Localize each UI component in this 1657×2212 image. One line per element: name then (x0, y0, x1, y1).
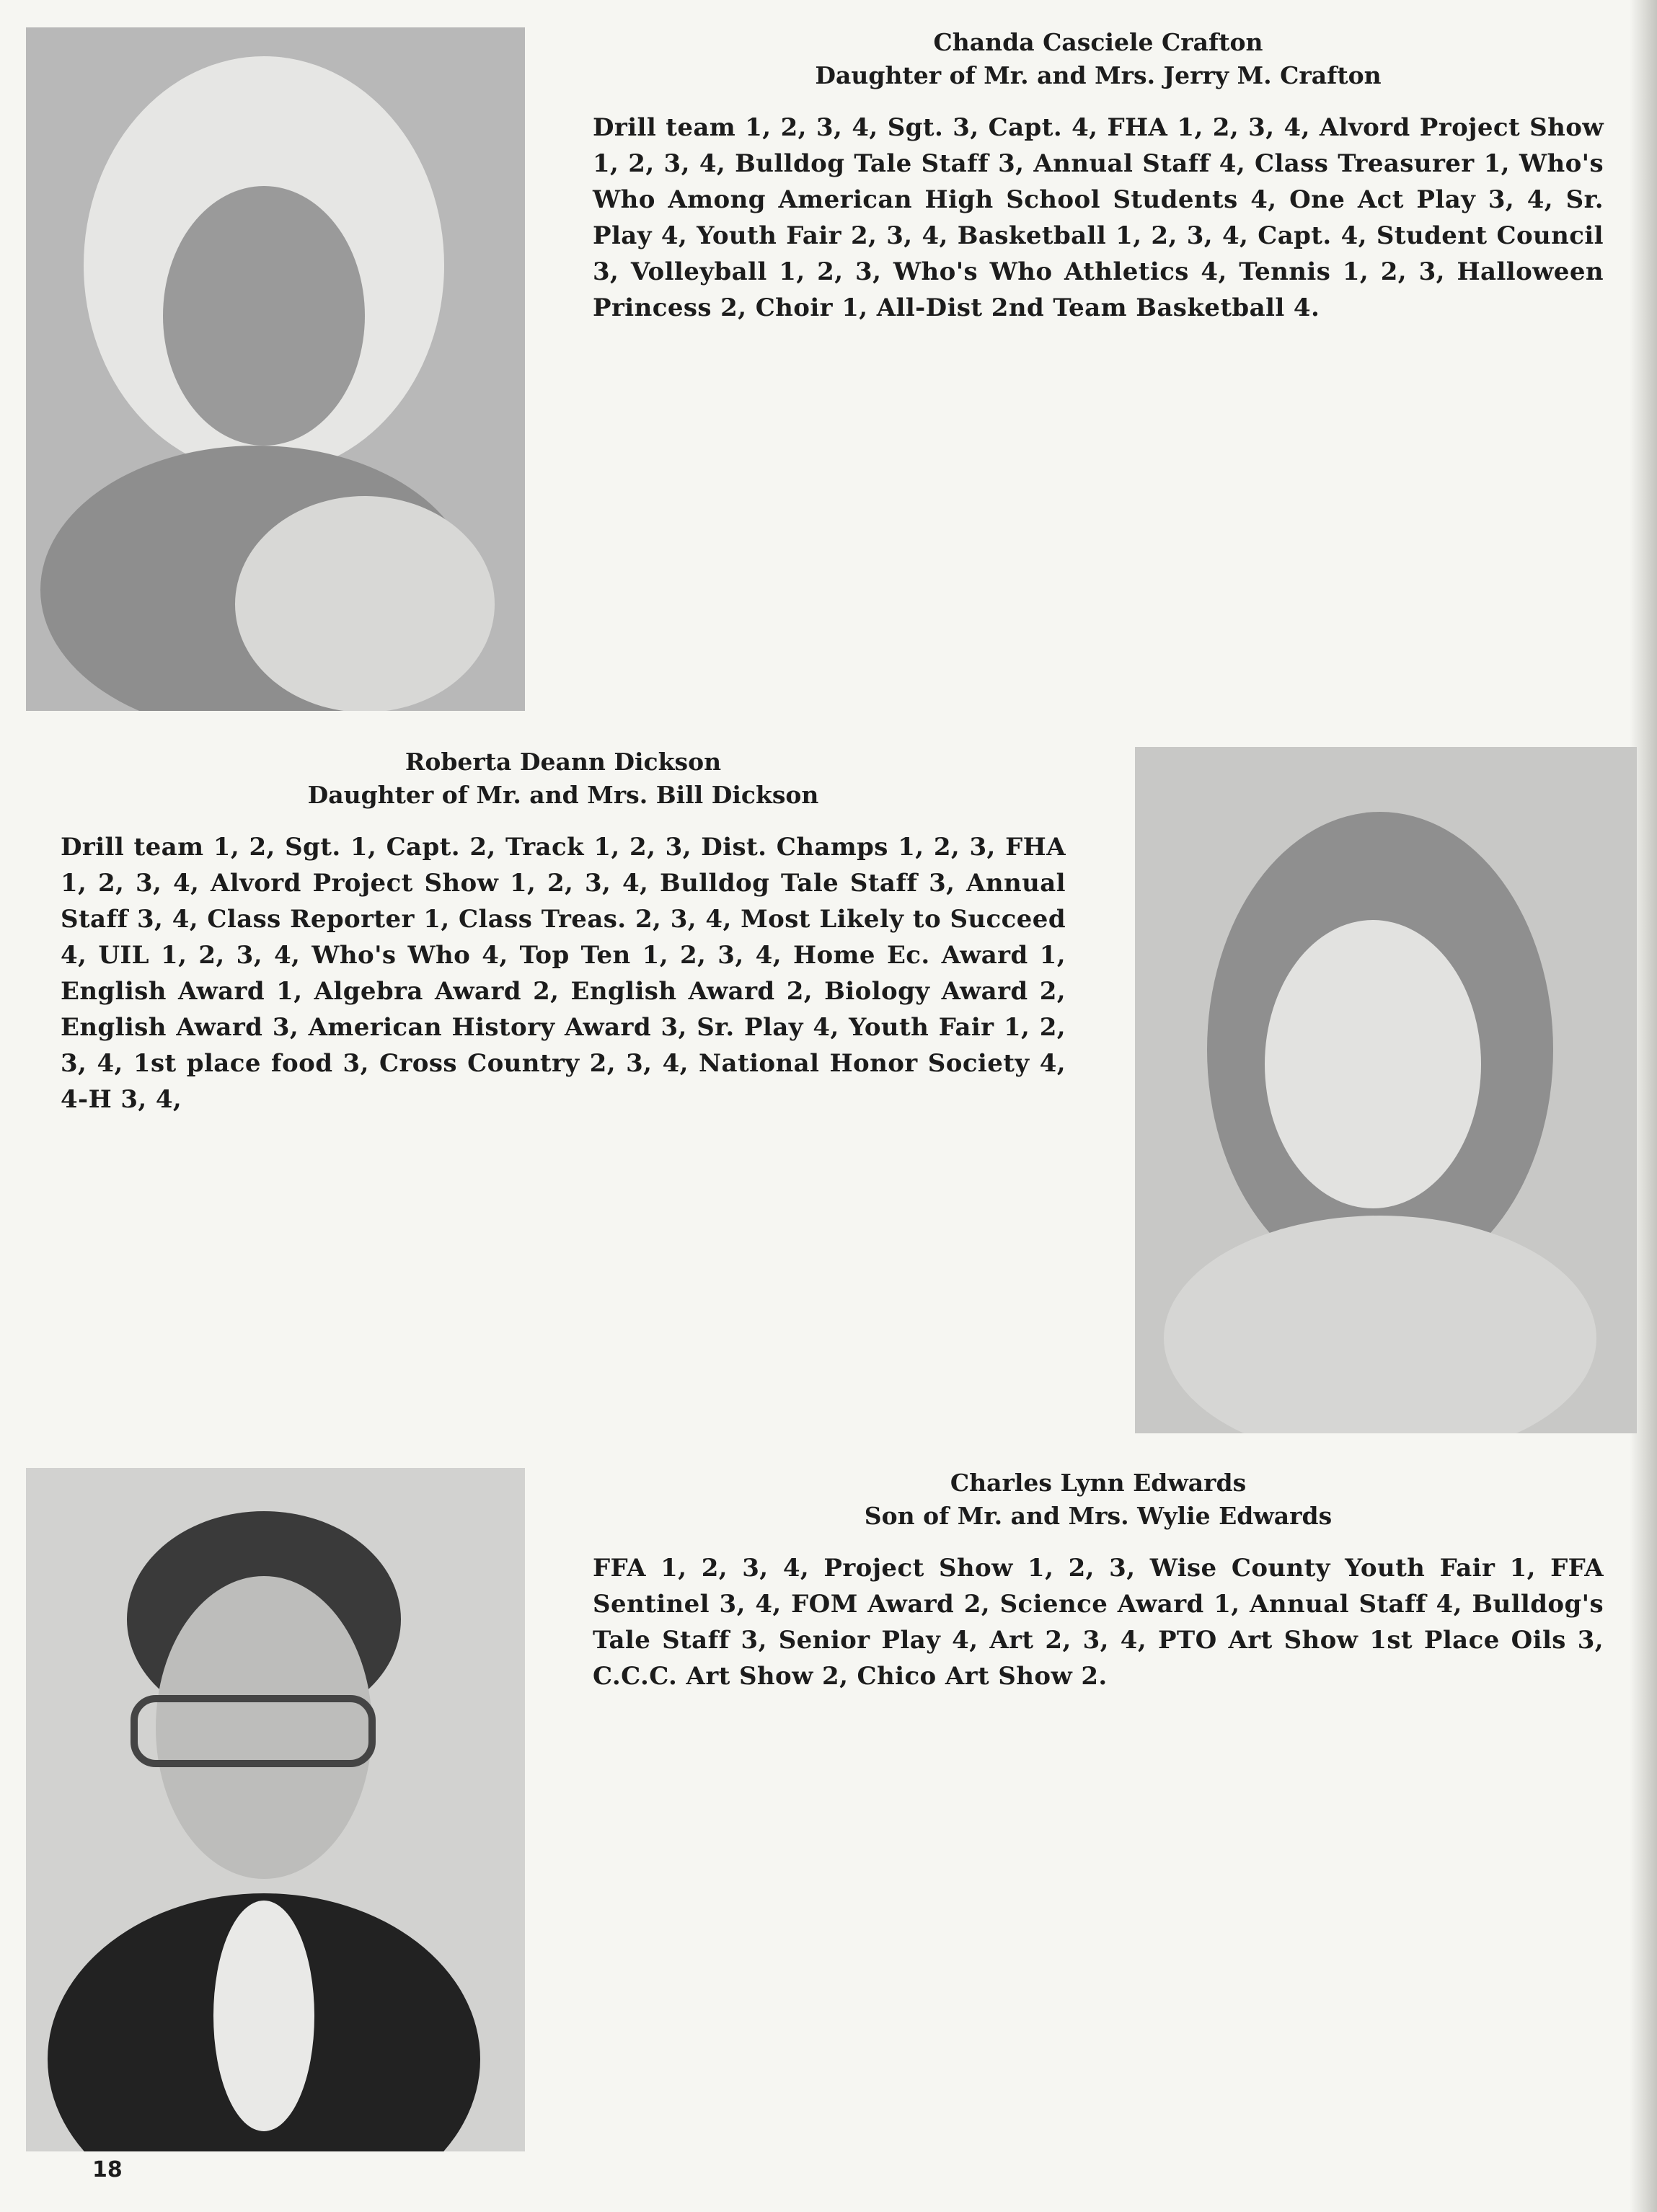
student-parents: Daughter of Mr. and Mrs. Jerry M. Crafton (815, 61, 1382, 89)
student-entry-edwards (593, 1466, 1604, 1694)
portrait-photo-edwards (26, 1468, 525, 2151)
page-number: 18 (92, 2157, 123, 2182)
student-name: Roberta Deann Dickson (405, 748, 722, 776)
portrait-photo-dickson (1135, 747, 1637, 1433)
student-name: Chanda Casciele Crafton (933, 28, 1263, 56)
student-activities: Drill team 1, 2, Sgt. 1, Capt. 2, Track 1, 2, 3, Dist. Champs 1, 2, 3, FHA 1, 2, 3, 4, Alvord Project Show 1, 2, 3, 4, Bulldog Tale Staff 3, Annual Staff 3, 4, Class Reporter 1, Class Treas. 2, 3, 4, Most Likely to Succeed 4, UIL 1, 2, 3, 4, Who's Who 4, Top Ten 1, 2, 3, 4, Home Ec. Award 1, English Award 1, Algebra Award 2, English Award 2, Biology Award 2, English Award 3, American History Award 3, Sr. Play 4, Youth Fair 1, 2, 3, 4, 1st place food 3, Cross Country 2, 3, 4, National Honor Society 4, 4-H 3, 4, (61, 833, 1066, 1114)
portrait-photo-crafton (26, 27, 525, 711)
student-activities: Drill team 1, 2, 3, 4, Sgt. 3, Capt. 4, FHA 1, 2, 3, 4, Alvord Project Show 1, 2, 3, 4, Bulldog Tale Staff 3, Annual Staff 4, Class Treasurer 1, Who's Who Among American High School Students 4, One Act Play 3, 4, Sr. Play 4, Youth Fair 2, 3, 4, Basketball 1, 2, 3, 4, Capt. 4, Student Council 3, Volleyball 1, 2, 3, Who's Who Athletics 4, Tennis 1, 2, 3, Halloween Princess 2, Choir 1, All-Dist 2nd Team Basketball 4. (593, 113, 1604, 322)
student-entry-dickson (61, 746, 1066, 1118)
student-parents: Daughter of Mr. and Mrs. Bill Dickson (307, 781, 819, 809)
student-parents: Son of Mr. and Mrs. Wylie Edwards (864, 1502, 1333, 1530)
student-name: Charles Lynn Edwards (950, 1469, 1247, 1497)
student-entry-crafton (593, 26, 1604, 326)
student-activities: FFA 1, 2, 3, 4, Project Show 1, 2, 3, Wise County Youth Fair 1, FFA Sentinel 3, 4, FOM Award 2, Science Award 1, Annual Staff 4, Bulldog's Tale Staff 3, Senior Play 4, Art 2, 3, 4, PTO Art Show 1st Place Oils 3, C.C.C. Art Show 2, Chico Art Show 2. (593, 1554, 1604, 1691)
